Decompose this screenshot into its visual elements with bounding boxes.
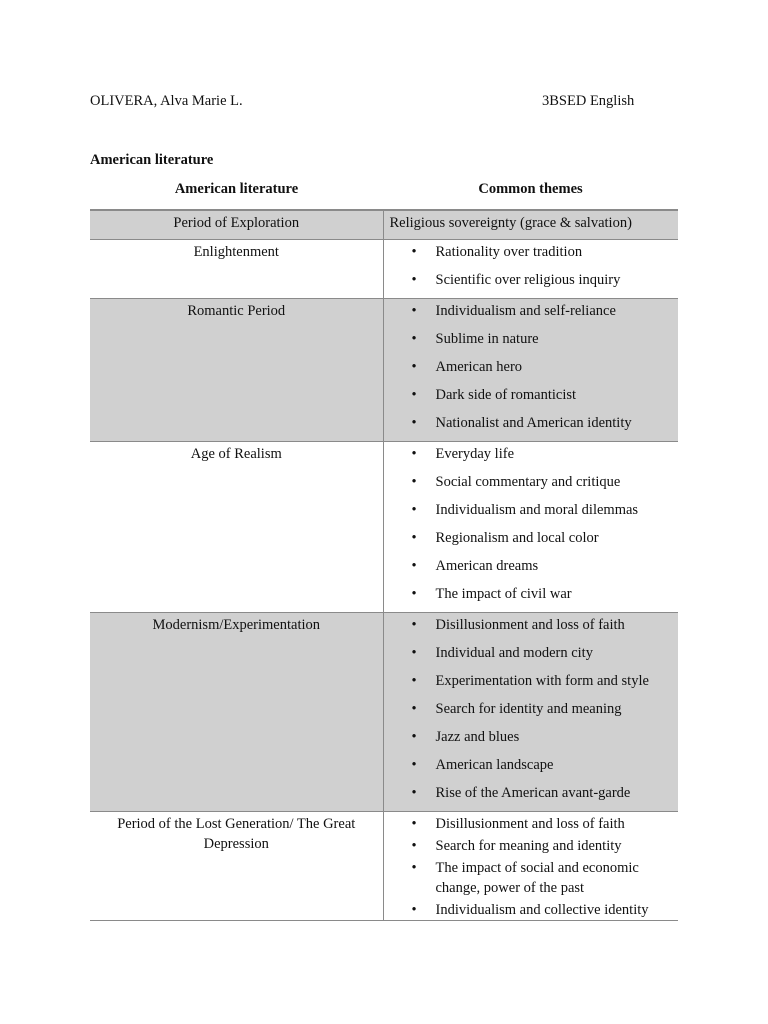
theme-label: Nationalist and American identity <box>435 415 632 431</box>
theme-item <box>390 900 675 920</box>
theme-label: American landscape <box>435 757 554 773</box>
theme-item <box>390 671 675 691</box>
theme-label: Sublime in nature <box>435 331 539 347</box>
theme-item <box>390 500 675 520</box>
theme-item <box>390 814 675 834</box>
theme-label: The impact of civil war <box>435 586 572 602</box>
theme-item <box>390 727 675 747</box>
student-name: OLIVERA, Alva Marie L. <box>90 93 243 109</box>
bullet-icon: • <box>411 838 417 854</box>
bullet-icon: • <box>411 359 417 375</box>
bullet-icon: • <box>411 785 417 801</box>
theme-label: Search for meaning and identity <box>435 838 622 854</box>
theme-label: American hero <box>435 359 523 375</box>
theme-item <box>390 783 675 803</box>
theme-item <box>390 444 675 464</box>
bullet-icon: • <box>411 617 417 633</box>
table-row <box>90 613 678 812</box>
bullet-icon: • <box>411 645 417 661</box>
bullet-icon: • <box>411 757 417 773</box>
period-cell: Modernism/Experimentation <box>90 613 383 812</box>
theme-item <box>390 329 675 349</box>
theme-label: Individualism and moral dilemmas <box>435 502 639 518</box>
literature-themes-table <box>90 209 678 921</box>
bullet-icon: • <box>411 729 417 745</box>
bullet-icon: • <box>411 303 417 319</box>
bullet-icon: • <box>411 816 417 832</box>
bullet-icon: • <box>411 415 417 431</box>
theme-label: Rise of the American avant-garde <box>435 785 631 801</box>
bullet-icon: • <box>411 558 417 574</box>
table-row <box>90 210 678 240</box>
theme-item <box>390 242 675 262</box>
period-cell: Age of Realism <box>90 442 383 613</box>
table-column-headers <box>90 181 678 203</box>
theme-label: Everyday life <box>435 446 515 462</box>
column-header-themes: Common themes <box>478 181 583 197</box>
theme-label: Jazz and blues <box>435 729 520 745</box>
document-title: American literature <box>90 152 214 168</box>
table-row <box>90 442 678 613</box>
period-cell: Enlightenment <box>90 240 383 299</box>
theme-item <box>390 472 675 492</box>
theme-item <box>390 556 675 576</box>
themes-cell <box>383 299 678 442</box>
bullet-icon: • <box>411 530 417 546</box>
column-header-period: American literature <box>174 181 299 197</box>
theme-item <box>390 270 675 290</box>
period-cell: Period of the Lost Generation/ The Great Depression <box>90 812 383 921</box>
theme-item <box>390 528 675 548</box>
bullet-icon: • <box>411 701 417 717</box>
theme-item <box>390 858 675 898</box>
theme-list <box>390 615 675 803</box>
period-cell: Period of Exploration <box>90 210 383 240</box>
bullet-icon: • <box>411 387 417 403</box>
bullet-icon: • <box>411 331 417 347</box>
theme-label: Individualism and collective identity <box>435 902 649 918</box>
theme-item <box>390 357 675 377</box>
theme-label: Individual and modern city <box>435 645 593 661</box>
bullet-icon: • <box>411 860 417 876</box>
theme-label: Search for identity and meaning <box>435 701 622 717</box>
theme-label: Scientific over religious inquiry <box>435 272 621 288</box>
themes-cell <box>383 812 678 921</box>
theme-label: Social commentary and critique <box>435 474 621 490</box>
table-row <box>90 240 678 299</box>
theme-label: Disillusionment and loss of faith <box>435 617 625 633</box>
theme-label: Regionalism and local color <box>435 530 599 546</box>
themes-cell <box>383 240 678 299</box>
bullet-icon: • <box>411 474 417 490</box>
themes-cell <box>383 210 678 240</box>
bullet-icon: • <box>411 446 417 462</box>
theme-list <box>390 242 675 290</box>
bullet-icon: • <box>411 902 417 918</box>
theme-label: Rationality over tradition <box>435 244 583 260</box>
theme-list <box>390 301 675 433</box>
themes-cell <box>383 442 678 613</box>
table-row <box>90 299 678 442</box>
themes-cell <box>383 613 678 812</box>
theme-label: The impact of social and economic change, power of the past <box>435 860 639 896</box>
theme-item <box>390 413 675 433</box>
theme-label: American dreams <box>435 558 539 574</box>
theme-label: Disillusionment and loss of faith <box>435 816 625 832</box>
bullet-icon: • <box>411 502 417 518</box>
theme-item <box>390 385 675 405</box>
theme-item <box>390 755 675 775</box>
bullet-icon: • <box>411 586 417 602</box>
theme-label: Individualism and self-reliance <box>435 303 616 319</box>
course-label: 3BSED English <box>542 93 635 109</box>
table-row <box>90 812 678 921</box>
theme-text: Religious sovereignty (grace & salvation) <box>389 215 632 231</box>
theme-list <box>390 814 675 920</box>
theme-list <box>390 444 675 604</box>
period-cell: Romantic Period <box>90 299 383 442</box>
theme-label: Experimentation with form and style <box>435 673 649 689</box>
theme-item <box>390 699 675 719</box>
bullet-icon: • <box>411 244 417 260</box>
theme-item <box>390 584 675 604</box>
theme-item <box>390 615 675 635</box>
theme-label: Dark side of romanticist <box>435 387 577 403</box>
theme-item <box>390 836 675 856</box>
bullet-icon: • <box>411 272 417 288</box>
bullet-icon: • <box>411 673 417 689</box>
theme-item <box>390 301 675 321</box>
theme-item <box>390 643 675 663</box>
